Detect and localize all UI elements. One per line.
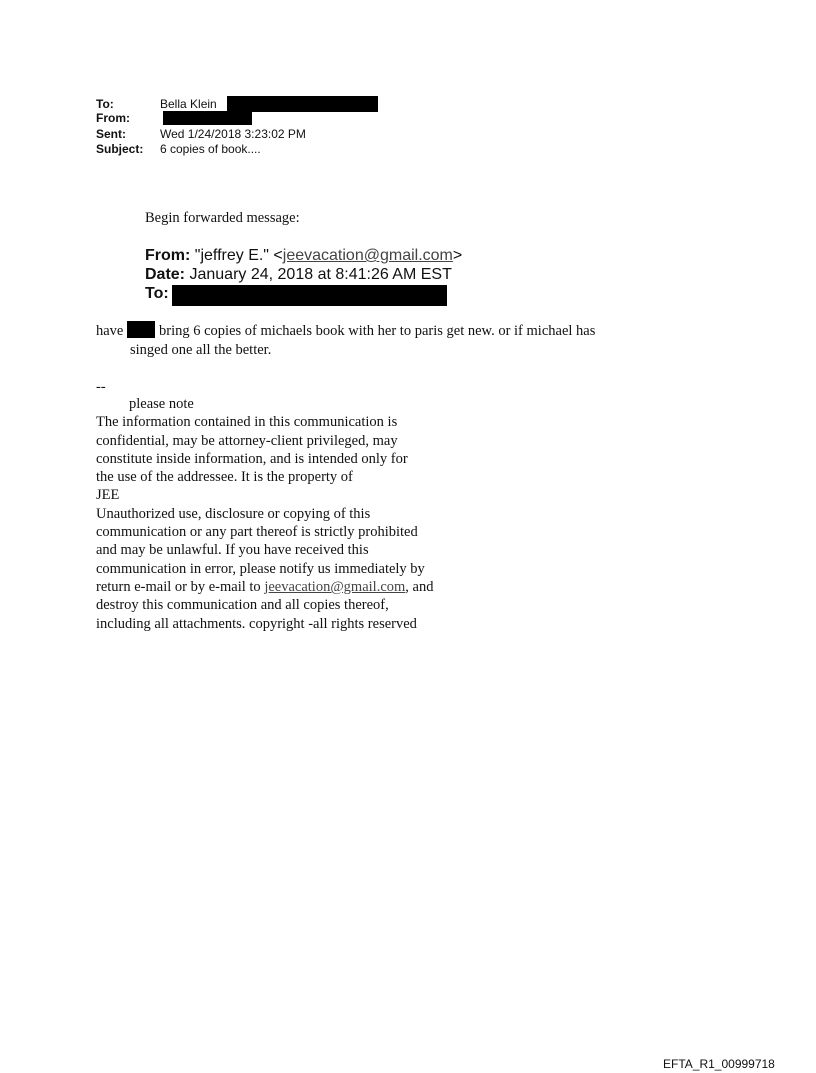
disclaimer-block <box>96 379 434 633</box>
message-line-1-rest: bring 6 copies of michaels book with her to paris get new. or if michael has <box>159 323 596 339</box>
message-line-1-start: have <box>96 323 124 339</box>
forward-to-line <box>145 284 169 303</box>
redaction-to <box>227 96 378 112</box>
subject-value: 6 copies of book.... <box>160 142 261 156</box>
forward-from-email-link[interactable]: jeevacation@gmail.com <box>282 247 453 264</box>
disclaimer-line: Unauthorized use, disclosure or copying of this <box>96 505 371 522</box>
return-suffix: , and <box>405 578 434 595</box>
from-label: From: <box>96 111 130 125</box>
sent-value: Wed 1/24/2018 3:23:02 PM <box>160 127 306 141</box>
forward-date-line <box>145 265 452 284</box>
disclaimer-line: communication or any part thereof is strictly prohibited <box>96 524 418 541</box>
disclaimer-line: confidential, may be attorney-client privileged, may <box>96 432 398 449</box>
forward-from-label: From: <box>145 247 191 264</box>
page-id: EFTA_R1_00999718 <box>663 1057 775 1071</box>
redaction-forward-to <box>172 285 447 306</box>
forward-from-close: > <box>452 247 463 264</box>
disclaimer-line: and may be unlawful. If you have received this <box>96 542 369 559</box>
disclaimer-line: including all attachments. copyright -all rights reserved <box>96 615 417 632</box>
disclaimer-line: the use of the addressee. It is the property of <box>96 469 353 486</box>
please-note: please note <box>129 396 194 412</box>
disclaimer-line: The information contained in this communication is <box>96 414 398 431</box>
disclaimer-line: destroy this communication and all copies thereof, <box>96 597 389 614</box>
forward-date-label: Date: <box>145 266 186 283</box>
return-prefix: return e-mail or by e-mail to <box>96 578 265 595</box>
disclaimer-return-line <box>96 578 433 596</box>
redaction-message <box>127 321 155 338</box>
to-label: To: <box>96 97 114 111</box>
footer-email-link[interactable]: jeevacation@gmail.com <box>264 578 406 595</box>
disclaimer-line: JEE <box>96 487 120 504</box>
to-value: Bella Klein <box>160 97 217 111</box>
forward-intro: Begin forwarded message: <box>145 210 300 226</box>
signature-separator: -- <box>96 379 106 395</box>
subject-label: Subject: <box>96 142 144 156</box>
disclaimer-line: constitute inside information, and is intended only for <box>96 450 408 467</box>
disclaimer-line: communication in error, please notify us immediately by <box>96 560 425 577</box>
sent-label: Sent: <box>96 127 126 141</box>
message-line-2: singed one all the better. <box>130 342 272 358</box>
redaction-from <box>163 111 252 125</box>
forward-from-name: "jeffrey E." < <box>194 247 283 264</box>
forward-date-value: January 24, 2018 at 8:41:26 AM EST <box>189 266 452 283</box>
forward-to-label: To: <box>145 285 169 302</box>
message-line-1 <box>96 322 123 340</box>
forward-from-line <box>145 246 462 265</box>
